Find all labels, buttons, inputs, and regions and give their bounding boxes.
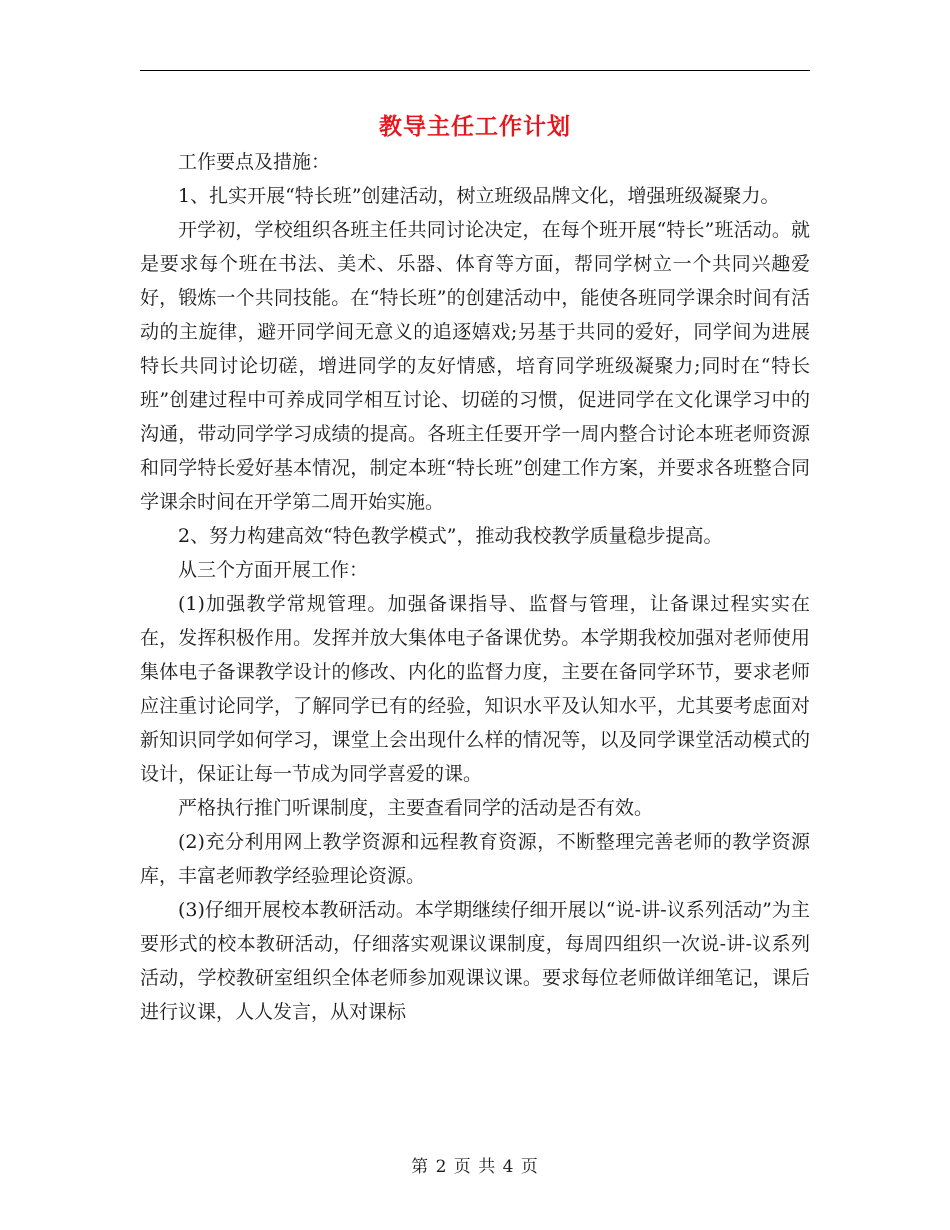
paragraph-listen-class: 严格执行推门听课制度，主要查看同学的活动是否有效。	[178, 797, 654, 819]
header-rule	[140, 70, 810, 71]
document-body	[140, 145, 810, 1029]
paragraph-point-1-detail: 开学初，学校组织各班主任共同讨论决定，在每个班开展“特长”班活动。就是要求每个班在书法、美术、乐器、体育等方面，帮同学树立一个共同兴趣爱好，锻炼一个共同技能。在“特长班”的创建活动中，能使各班同学课余时间有活动的主旋律，避开同学间无意义的追逐嬉戏;另基于共同的爱好，同学间为进展特长共同讨论切磋，增进同学的友好情感，培育同学班级凝聚力;同时在“特长班”创建过程中可养成同学相互讨论、切磋的习惯，促进同学在文化课学习中的沟通，带动同学学习成绩的提高。各班主任要开学一周内整合讨论本班老师资源和同学特长爱好基本情况，制定本班“特长班”创建工作方案，并要求各班整合同学课余时间在开学第二周开始实施。	[140, 219, 810, 513]
paragraph-aspect-2: (2)充分利用网上教学资源和远程教育资源，不断整理完善老师的教学资源库，丰富老师教学经验理论资源。	[140, 831, 810, 887]
paragraph-aspect-3: (3)仔细开展校本教研活动。本学期继续仔细开展以“说-讲-议系列活动”为主要形式的校本教研活动，仔细落实观课议课制度，每周四组织一次说-讲-议系列活动，学校教研室组织全体老师参加观课议课。要求每位老师做详细笔记，课后进行议课，人人发言，从对课标	[140, 899, 810, 1023]
page-footer: 第 2 页 共 4 页	[411, 1157, 539, 1177]
document-title: 教导主任工作计划	[379, 113, 571, 140]
paragraph-point-1: 1、扎实开展“特长班”创建活动，树立班级品牌文化，增强班级凝聚力。	[178, 185, 780, 207]
paragraph-point-2: 2、努力构建高效“特色教学模式”，推动我校教学质量稳步提高。	[178, 525, 723, 547]
paragraph-heading: 工作要点及措施：	[178, 151, 331, 173]
paragraph-aspect-1: (1)加强教学常规管理。加强备课指导、监督与管理，让备课过程实实在在，发挥积极作用。发挥并放大集体电子备课优势。本学期我校加强对老师使用集体电子备课教学设计的修改、内化的监督力度，主要在备同学环节，要求老师应注重讨论同学，了解同学已有的经验，知识水平及认知水平，尤其要考虑面对新知识同学如何学习，课堂上会出现什么样的情况等，以及同学课堂活动模式的设计，保证让每一节成为同学喜爱的课。	[140, 593, 810, 785]
paragraph-three-aspects: 从三个方面开展工作：	[178, 559, 369, 581]
